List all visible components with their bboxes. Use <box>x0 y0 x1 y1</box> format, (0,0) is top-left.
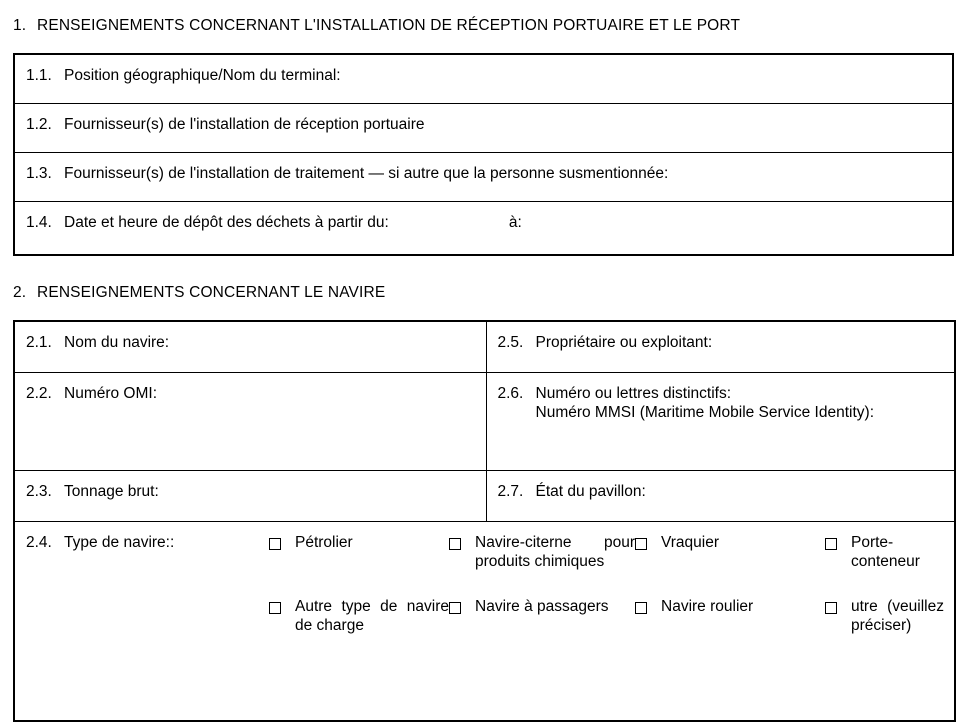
cell-1-3[interactable] <box>14 153 953 202</box>
checkbox-option-passenger-ship[interactable] <box>449 598 635 617</box>
field-number-1-2: 1.2. <box>26 116 52 133</box>
field-label-1-1: Position géographique/Nom du terminal: <box>64 67 341 84</box>
port-reception-facility-table <box>13 53 954 256</box>
field-label-2-6-line-2: Numéro MMSI (Maritime Mobile Service Identity): <box>535 403 874 421</box>
checkbox-label: utre (veuillez préciser) <box>851 597 944 634</box>
field-number-2-1: 2.1. <box>26 334 52 351</box>
checkbox-label: Navire-citerne pour produits chimiques <box>475 534 635 570</box>
field-label-2-6-line-1: Numéro ou lettres distinctifs: <box>535 385 732 402</box>
cell-2-6[interactable] <box>486 373 955 471</box>
cell-1-1[interactable] <box>14 54 953 104</box>
vessel-type-label-text: Type de navire:: <box>64 534 175 551</box>
field-label-2-5: Propriétaire ou exploitant: <box>535 334 713 351</box>
field-number-2-2: 2.2. <box>26 385 52 402</box>
field-label-1-4: Date et heure de dépôt des déchets à partir du: <box>64 214 389 231</box>
cell-2-1[interactable] <box>14 321 486 373</box>
field-number-2-3: 2.3. <box>26 483 52 500</box>
checkbox-label: Navire à passagers <box>475 597 609 615</box>
field-label-1-3: Fournisseur(s) de l'installation de traitement — si autre que la personne susmentionnée: <box>64 165 669 182</box>
table-row <box>14 104 953 153</box>
checkbox-option-other-specify[interactable] <box>825 598 944 636</box>
section-2-number: 2. <box>13 284 27 301</box>
checkbox-option-bulk-carrier[interactable] <box>635 534 825 553</box>
checkbox-label: Autre type de navire de charge <box>295 597 449 634</box>
checkbox-icon[interactable] <box>635 602 647 614</box>
table-row <box>14 522 955 722</box>
field-label-2-2: Numéro OMI: <box>64 385 158 402</box>
field-number-1-4: 1.4. <box>26 214 52 231</box>
section-2-title: RENSEIGNEMENTS CONCERNANT LE NAVIRE <box>37 284 386 301</box>
field-label-2-3: Tonnage brut: <box>64 483 159 500</box>
vessel-type-row-1 <box>64 534 944 572</box>
checkbox-icon[interactable] <box>449 602 461 614</box>
field-label-2-7: État du pavillon: <box>535 483 646 500</box>
field-number-2-6: 2.6. <box>497 385 524 402</box>
checkbox-option-oil-tanker[interactable] <box>269 534 449 553</box>
section-1-number: 1. <box>13 17 27 34</box>
vessel-type-label <box>64 534 269 553</box>
table-row <box>14 153 953 202</box>
cell-2-3[interactable] <box>14 471 486 522</box>
field-number-2-7: 2.7. <box>497 483 524 500</box>
field-number-2-4: 2.4. <box>26 534 52 551</box>
cell-2-5[interactable] <box>486 321 955 373</box>
table-row <box>14 373 955 471</box>
checkbox-option-roro-ship[interactable] <box>635 598 825 617</box>
field-label-1-4-suffix: à: <box>508 214 522 231</box>
cell-1-2[interactable] <box>14 104 953 153</box>
table-row <box>14 54 953 104</box>
field-label-2-1: Nom du navire: <box>64 334 170 351</box>
checkbox-icon[interactable] <box>825 538 837 550</box>
cell-2-7[interactable] <box>486 471 955 522</box>
cell-2-2[interactable] <box>14 373 486 471</box>
section-1-title: RENSEIGNEMENTS CONCERNANT L'INSTALLATION DE RÉCEPTION PORTUAIRE ET LE PORT <box>37 17 741 34</box>
field-number-1-1: 1.1. <box>26 67 52 84</box>
field-number-1-3: 1.3. <box>26 165 52 182</box>
cell-2-4-vessel-type <box>14 522 955 722</box>
checkbox-option-container-ship[interactable] <box>825 534 944 572</box>
checkbox-label: Navire roulier <box>661 597 754 615</box>
table-row <box>14 471 955 522</box>
checkbox-label: Vraquier <box>661 534 720 551</box>
vessel-type-row-2 <box>64 598 944 636</box>
checkbox-icon[interactable] <box>635 538 647 550</box>
field-label-1-2: Fournisseur(s) de l'installation de réception portuaire <box>64 116 425 133</box>
checkbox-option-other-cargo-ship[interactable] <box>269 598 449 636</box>
cell-1-4[interactable] <box>14 202 953 256</box>
checkbox-icon[interactable] <box>825 602 837 614</box>
ship-particulars-table <box>13 320 956 722</box>
section-2-heading <box>13 285 385 301</box>
checkbox-icon[interactable] <box>269 602 281 614</box>
checkbox-icon[interactable] <box>269 538 281 550</box>
section-1-heading <box>13 18 740 34</box>
checkbox-option-chemical-tanker[interactable] <box>449 534 635 572</box>
checkbox-label: Pétrolier <box>295 534 353 551</box>
checkbox-icon[interactable] <box>449 538 461 550</box>
checkbox-label: Porte-conteneur <box>851 534 920 570</box>
table-row <box>14 321 955 373</box>
table-row <box>14 202 953 256</box>
field-number-2-5: 2.5. <box>497 334 524 351</box>
